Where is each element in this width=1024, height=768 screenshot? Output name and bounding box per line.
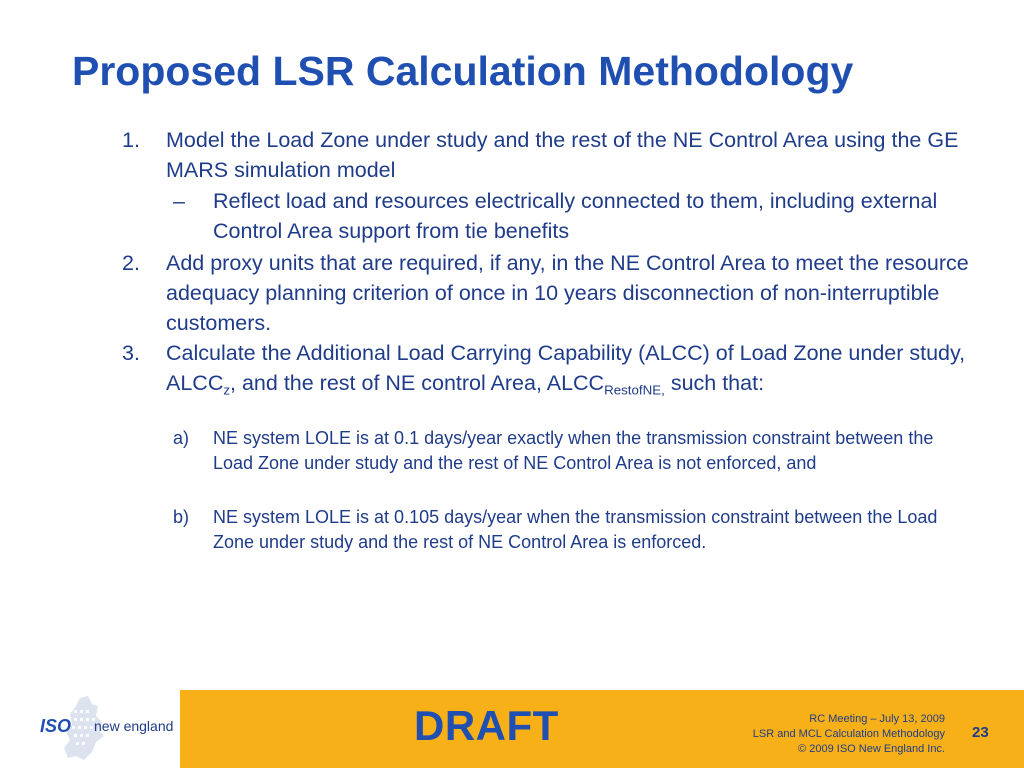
- list-marker-1: 1.: [122, 128, 140, 152]
- list-text-2: Add proxy units that are required, if any, in the NE Control Area to meet the resource adequacy planning criterion of once in 10 years disconnection of non-interruptible customers.: [166, 251, 969, 335]
- footer-bar: [0, 690, 1024, 768]
- list-marker-3: 3.: [122, 341, 140, 365]
- list-marker-3b: b): [173, 507, 190, 527]
- copyright-line: © 2009 ISO New England Inc.: [798, 743, 945, 755]
- list-subitem-3a: [173, 426, 973, 475]
- subscript-z: z: [223, 382, 231, 398]
- list-marker-3a: a): [173, 428, 190, 448]
- list-subitem-1a: [173, 186, 983, 246]
- draft-label: DRAFT: [414, 702, 559, 749]
- list-item-1: [122, 125, 966, 185]
- page-number: 23: [972, 724, 989, 741]
- list-marker-1a: –: [173, 189, 185, 213]
- list-subitem-3b: [173, 505, 973, 554]
- list-text-3b: , and the rest of NE control Area, ALCC: [230, 371, 605, 395]
- list-item-2: [122, 248, 981, 338]
- meeting-line: RC Meeting – July 13, 2009: [809, 713, 945, 725]
- list-text-1a: Reflect load and resources electrically connected to them, including external Control Area support from tie benefits: [213, 189, 938, 243]
- slide-title: Proposed LSR Calculation Methodology: [72, 48, 854, 94]
- list-text-3a: Calculate the Additional Load Carrying Capability (ALCC) of Load Zone under study, ALCC: [166, 341, 966, 395]
- footer-meta: [645, 712, 945, 757]
- list-text-3b-sub: NE system LOLE is at 0.105 days/year when the transmission constraint between the Load Zone under study and the rest of NE Control Area is enforced.: [213, 507, 938, 552]
- list-text-1: Model the Load Zone under study and the rest of the NE Control Area using the GE MARS simulation model: [166, 128, 959, 182]
- list-item-3: [122, 338, 981, 406]
- list-marker-2: 2.: [122, 251, 140, 275]
- subscript-restofne: RestofNE,: [604, 382, 665, 398]
- logo-new-england-text: new england: [94, 718, 174, 734]
- logo-iso-text: ISO: [40, 716, 72, 736]
- list-text-3a-sub: NE system LOLE is at 0.1 days/year exactly when the transmission constraint between the Load Zone under study and the rest of NE Control Area is not enforced, and: [213, 428, 934, 473]
- presentation-title-line: LSR and MCL Calculation Methodology: [752, 728, 945, 740]
- list-text-3c: such that:: [664, 371, 765, 395]
- iso-ne-logo: [0, 690, 180, 768]
